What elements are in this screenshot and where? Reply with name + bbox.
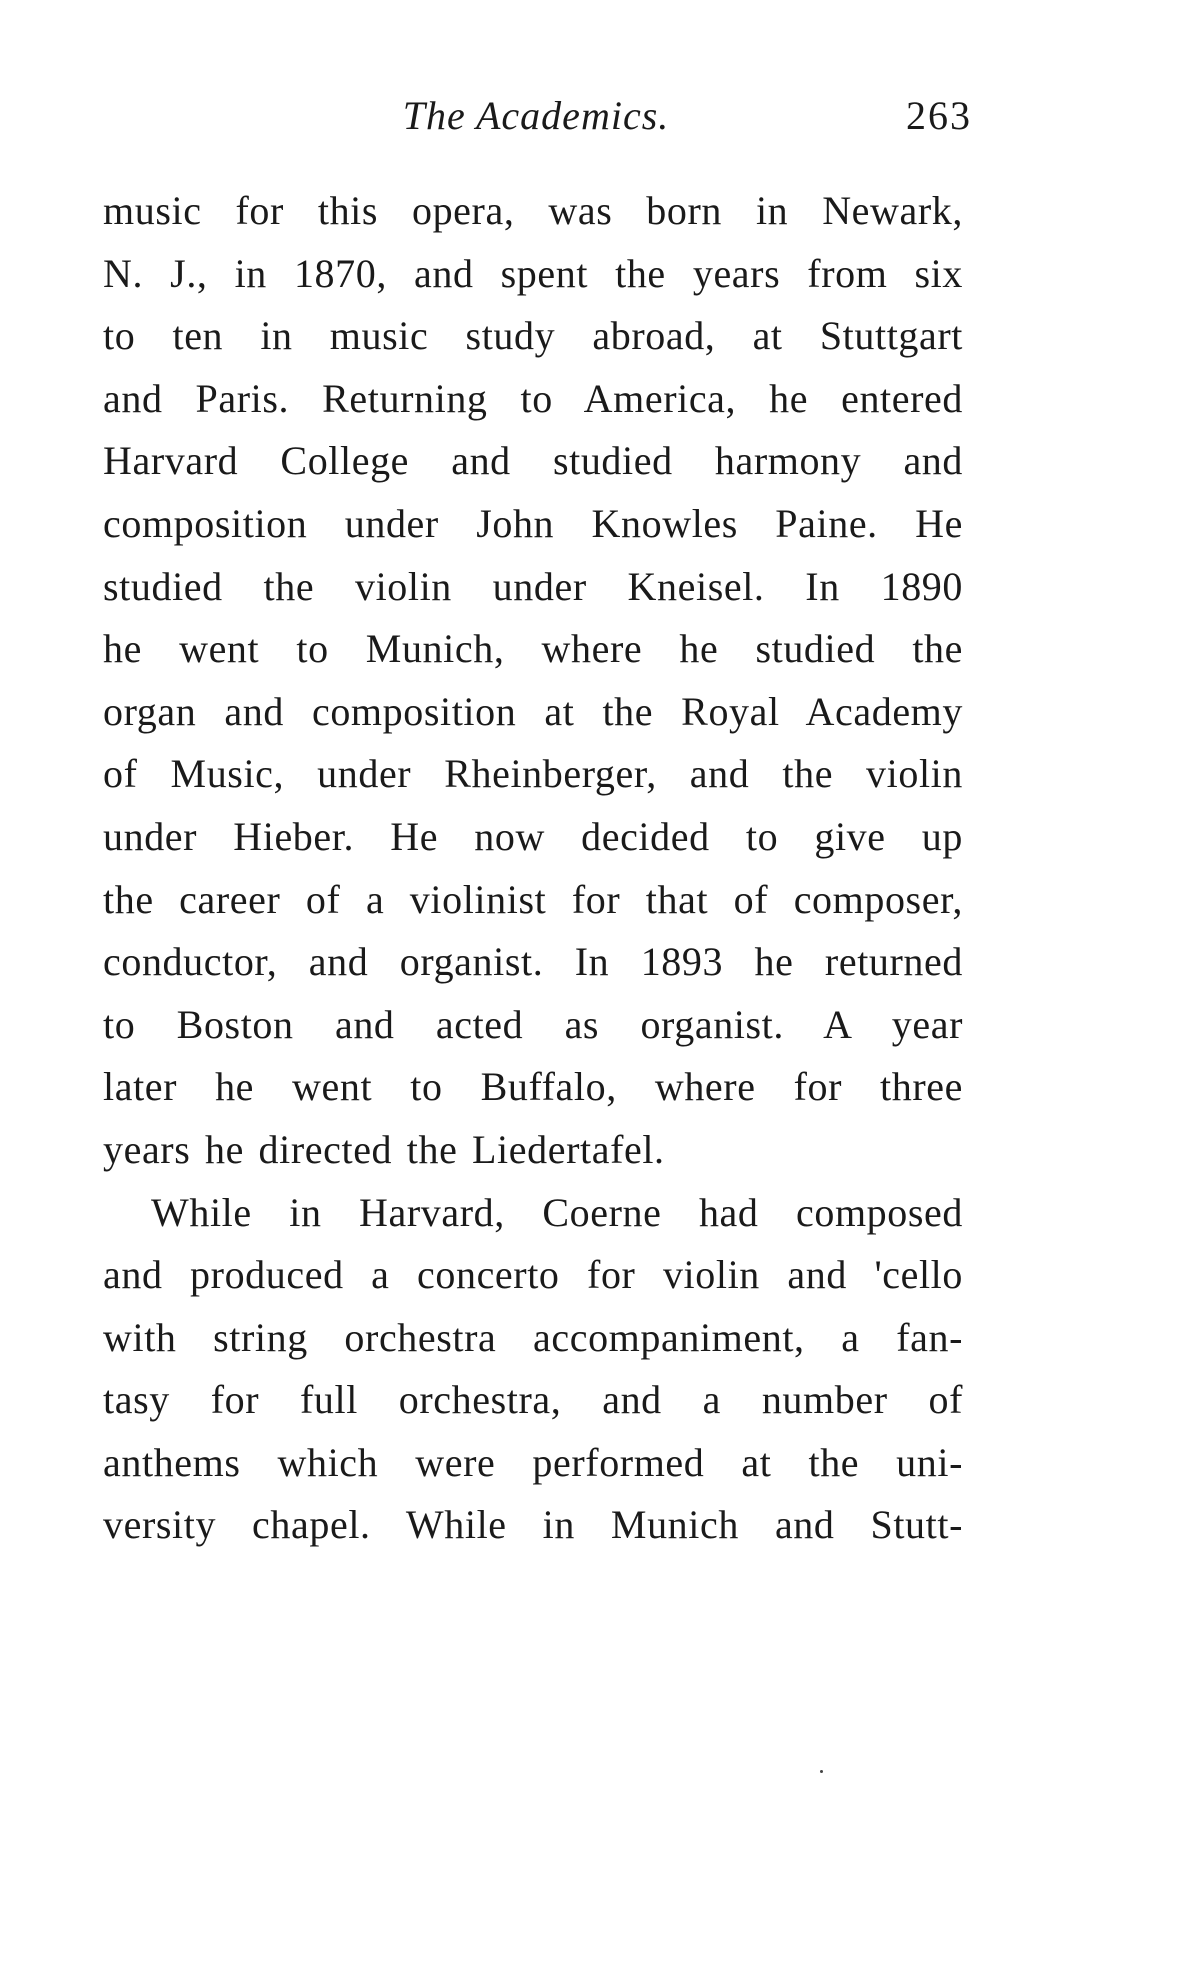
text-line: While in Harvard, Coerne had composed bbox=[151, 1189, 963, 1235]
text-line: Harvard College and studied harmony and bbox=[103, 438, 963, 484]
text-line: with string orchestra accompaniment, a fan- bbox=[103, 1314, 963, 1360]
text-line: the career of a violinist for that of composer, bbox=[103, 876, 963, 922]
text-line: years he directed the Liedertafel. bbox=[103, 1126, 665, 1172]
text-line: versity chapel. While in Munich and Stutt- bbox=[103, 1502, 963, 1548]
text-line: under Hieber. He now decided to give up bbox=[103, 813, 963, 859]
text-line: organ and composition at the Royal Academy bbox=[103, 688, 963, 734]
body-text bbox=[103, 180, 963, 1557]
text-line: N. J., in 1870, and spent the years from six bbox=[103, 250, 963, 296]
text-line: anthems which were performed at the uni- bbox=[103, 1439, 963, 1485]
text-line: conductor, and organist. In 1893 he returned bbox=[103, 939, 963, 985]
text-line: of Music, under Rheinberger, and the violin bbox=[103, 751, 963, 797]
text-line: music for this opera, was born in Newark, bbox=[103, 188, 963, 233]
text-line: he went to Munich, where he studied the bbox=[103, 626, 963, 672]
text-line: tasy for full orchestra, and a number of bbox=[103, 1377, 963, 1423]
text-line: and produced a concerto for violin and 'cello bbox=[103, 1252, 963, 1298]
text-line: to Boston and acted as organist. A year bbox=[103, 1001, 963, 1047]
text-line: to ten in music study abroad, at Stuttgart bbox=[103, 313, 963, 359]
running-title: The Academics. bbox=[402, 93, 670, 138]
text-line: later he went to Buffalo, where for three bbox=[103, 1064, 963, 1110]
page-number: 263 bbox=[906, 93, 972, 138]
ink-speck bbox=[820, 1770, 823, 1773]
text-line: composition under John Knowles Paine. He bbox=[103, 500, 963, 546]
text-line: and Paris. Returning to America, he entered bbox=[103, 375, 963, 421]
text-line: studied the violin under Kneisel. In 1890 bbox=[103, 563, 963, 609]
running-head bbox=[100, 92, 972, 148]
paragraph-2 bbox=[103, 1182, 963, 1558]
paragraph-1 bbox=[103, 180, 963, 1182]
